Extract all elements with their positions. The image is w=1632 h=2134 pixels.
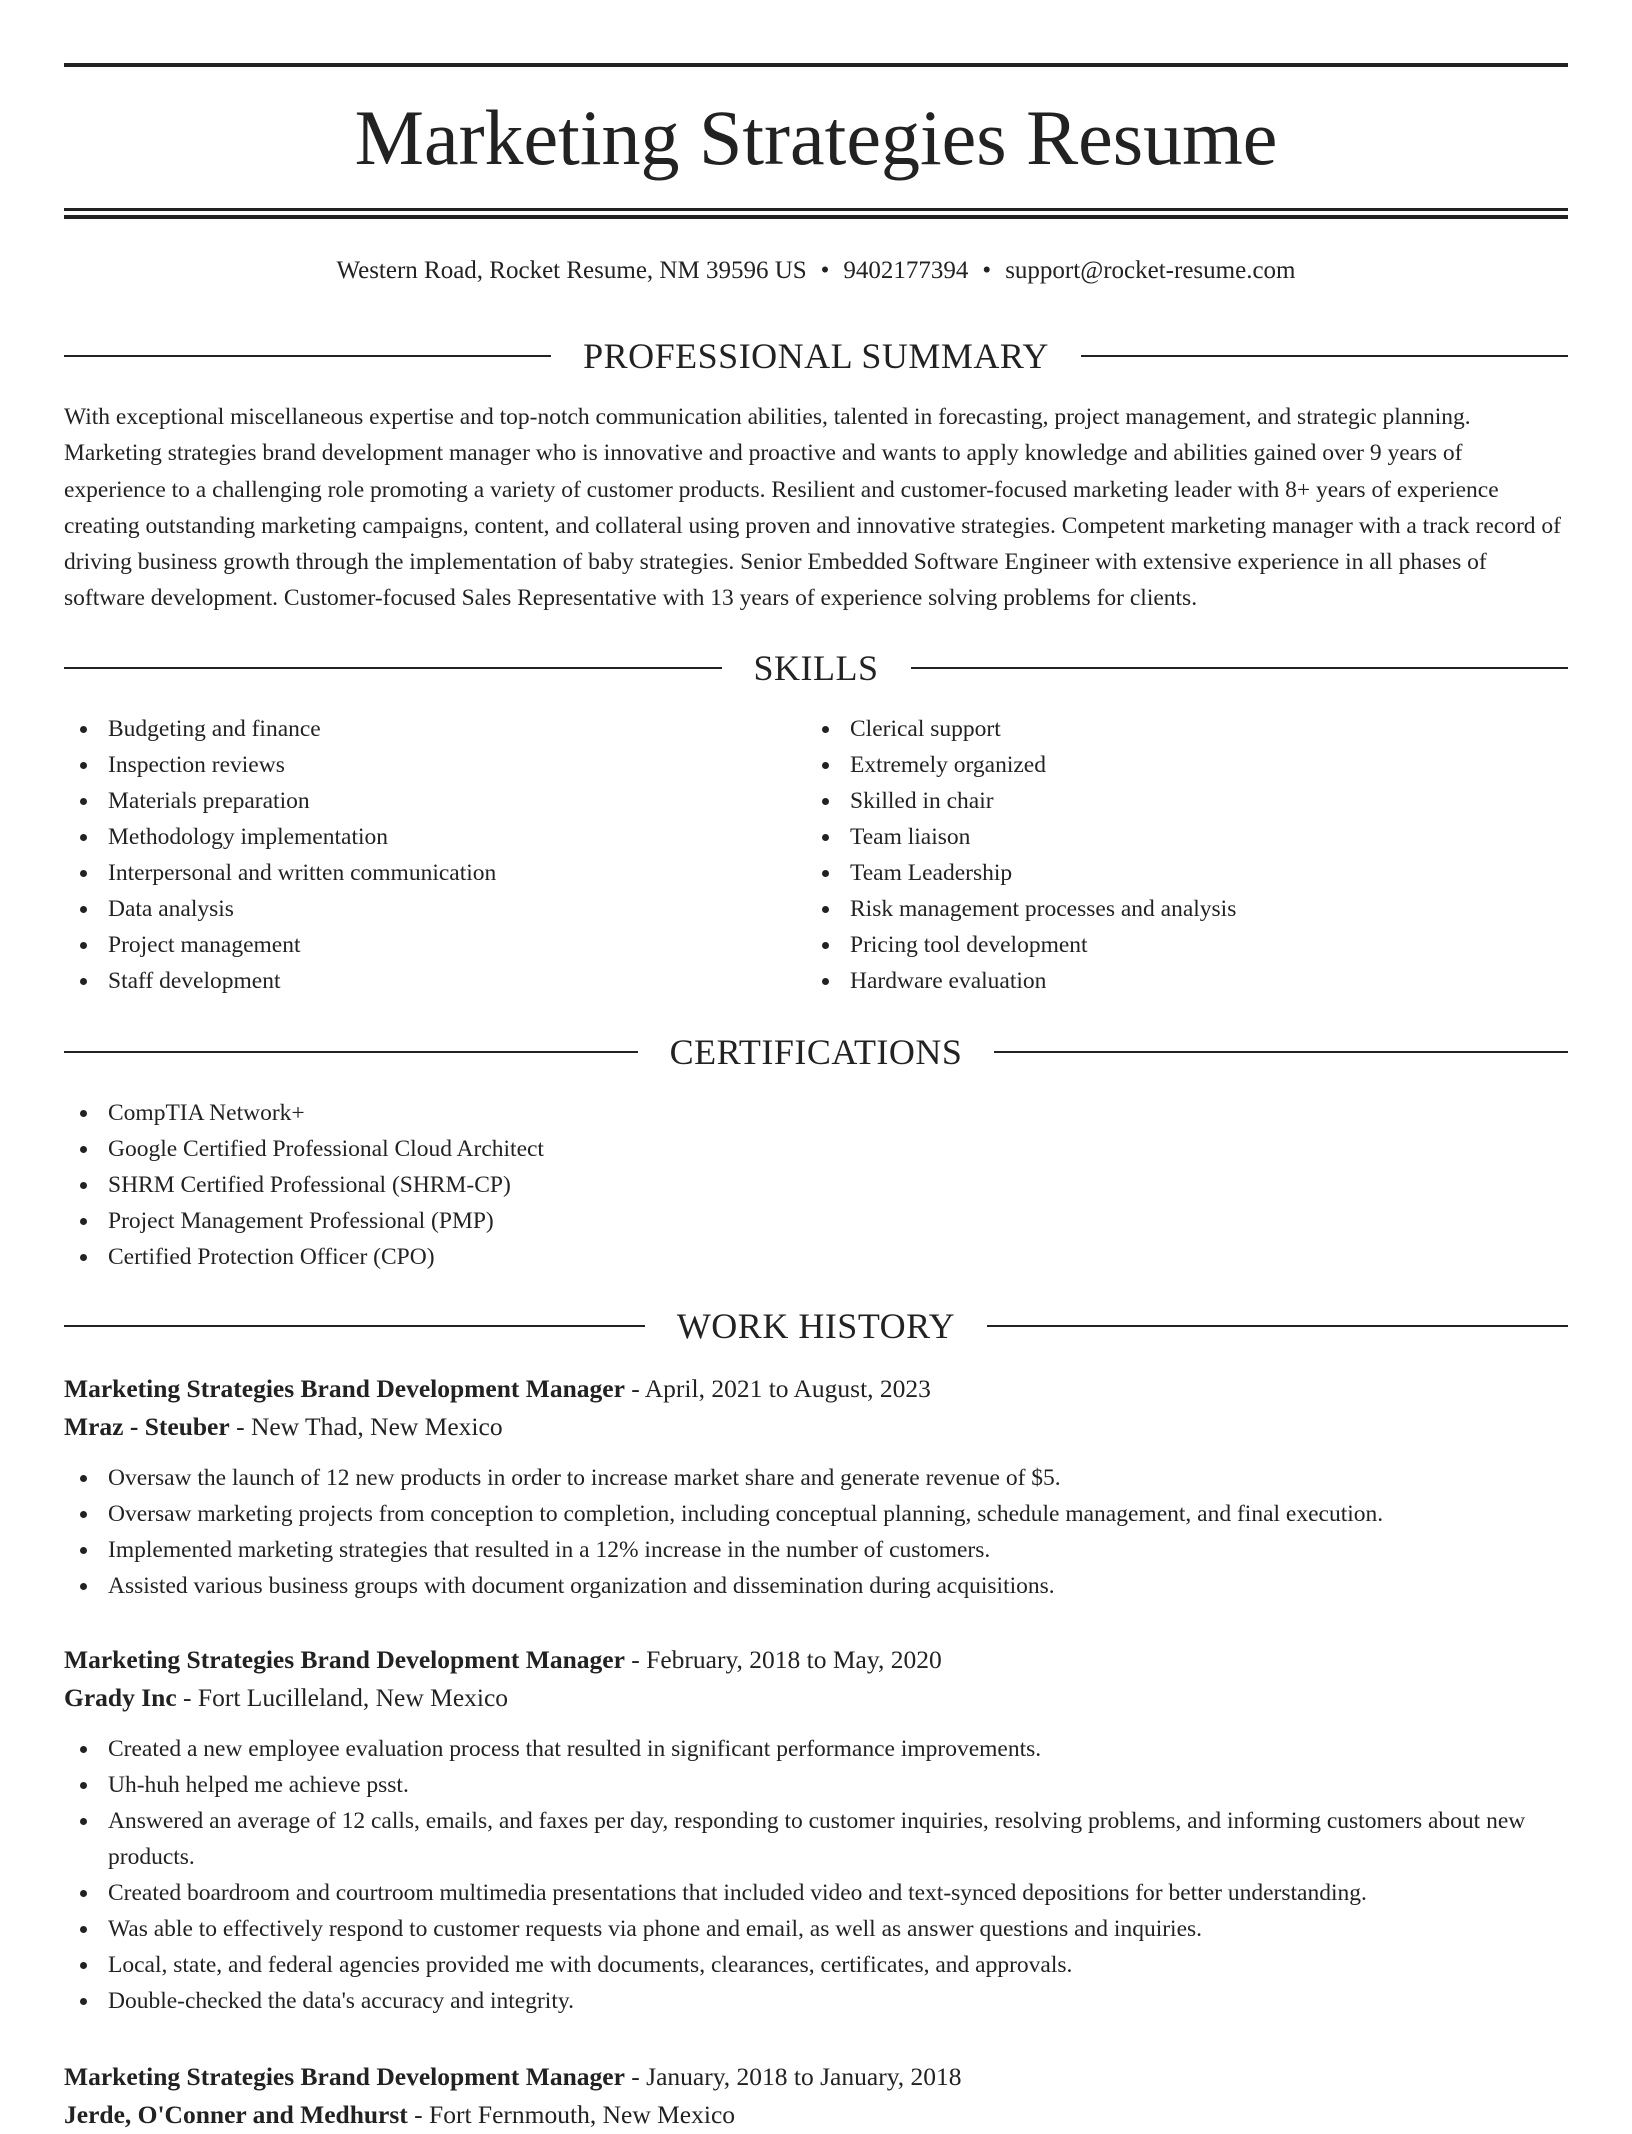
certifications-block: [64, 1095, 1568, 1275]
job-bullet: Created boardroom and courtroom multimedia presentations that included video and text-synced depositions for better understanding.: [64, 1875, 1568, 1911]
certification-item: SHRM Certified Professional (SHRM-CP): [64, 1167, 1568, 1203]
job-company-line: Jerde, O'Conner and Medhurst - Fort Fernmouth, New Mexico: [64, 2100, 736, 2129]
certifications-list: [64, 1095, 1568, 1275]
skill-item: Data analysis: [64, 891, 804, 927]
skill-item: Methodology implementation: [64, 819, 804, 855]
job-bullet: Answered an average of 12 calls, emails, and faxes per day, responding to customer inquiries, resolving problems, and informing customers about new products.: [64, 1803, 1568, 1875]
job-bullet: Oversaw the launch of 12 new products in order to increase market share and generate revenue of $5.: [64, 1460, 1568, 1496]
certification-item: CompTIA Network+: [64, 1095, 1568, 1131]
section-heading-certifications: [64, 1030, 1568, 1074]
skill-item: Team liaison: [806, 819, 1546, 855]
job-company: Mraz - Steuber: [64, 1412, 230, 1441]
section-heading-work-history: [64, 1304, 1568, 1348]
skill-item: Budgeting and finance: [64, 711, 804, 747]
skill-item: Inspection reviews: [64, 747, 804, 783]
job-company-line: Mraz - Steuber - New Thad, New Mexico: [64, 1412, 503, 1441]
heading-rule: [994, 1051, 1568, 1053]
heading-rule: [64, 667, 722, 669]
job-entry: [64, 1641, 1568, 2019]
skill-item: Extremely organized: [806, 747, 1546, 783]
skill-item: Skilled in chair: [806, 783, 1546, 819]
skill-item: Pricing tool development: [806, 927, 1546, 963]
skill-item: Team Leadership: [806, 855, 1546, 891]
job-location: Fort Fernmouth, New Mexico: [429, 2100, 736, 2129]
job-bullets: [64, 1460, 1568, 1604]
title-rule-upper: [64, 208, 1568, 211]
job-bullet: Uh-huh helped me achieve psst.: [64, 1767, 1568, 1803]
section-title: PROFESSIONAL SUMMARY: [583, 336, 1049, 376]
section-title: CERTIFICATIONS: [669, 1032, 963, 1072]
skills-column-right: [806, 711, 1546, 999]
heading-rule: [64, 1325, 645, 1327]
skills-list-right: [806, 711, 1546, 999]
section-title: WORK HISTORY: [676, 1306, 956, 1346]
job-location: Fort Lucilleland, New Mexico: [197, 1683, 509, 1712]
heading-rule: [911, 667, 1569, 669]
section-heading-skills: [64, 646, 1568, 690]
skill-item: Clerical support: [806, 711, 1546, 747]
job-title: Marketing Strategies Brand Development Manager: [64, 1645, 625, 1674]
job-bullet: Implemented marketing strategies that resulted in a 12% increase in the number of customers.: [64, 1532, 1568, 1568]
job-dates: January, 2018 to January, 2018: [646, 2062, 962, 2091]
job-dates: February, 2018 to May, 2020: [646, 1645, 942, 1674]
job-company: Jerde, O'Conner and Medhurst: [64, 2100, 408, 2129]
resume-title: Marketing Strategies Resume: [354, 94, 1278, 181]
title-rule-lower: [64, 215, 1568, 219]
job-bullets: [64, 1731, 1568, 2019]
job-company: Grady Inc: [64, 1683, 177, 1712]
job-bullet: Double-checked the data's accuracy and integrity.: [64, 1983, 1568, 2019]
skill-item: Hardware evaluation: [806, 963, 1546, 999]
contact-phone: 9402177394: [843, 257, 969, 284]
heading-rule: [1081, 355, 1568, 357]
job-bullet: Local, state, and federal agencies provided me with documents, clearances, certificates, and approvals.: [64, 1947, 1568, 1983]
heading-rule: [987, 1325, 1568, 1327]
job-role-line: Marketing Strategies Brand Development Manager - January, 2018 to January, 2018: [64, 2062, 962, 2091]
section-heading-summary: [64, 334, 1568, 378]
contact-line: [64, 254, 1568, 288]
job-location: New Thad, New Mexico: [250, 1412, 503, 1441]
contact-separator: •: [820, 257, 830, 284]
certification-item: Google Certified Professional Cloud Architect: [64, 1131, 1568, 1167]
job-dates: April, 2021 to August, 2023: [644, 1374, 931, 1403]
section-title: SKILLS: [753, 648, 879, 688]
job-title: Marketing Strategies Brand Development Manager: [64, 1374, 625, 1403]
job-bullet: Created a new employee evaluation process that resulted in significant performance improvements.: [64, 1731, 1568, 1767]
skills-column-left: [64, 711, 804, 999]
skill-item: Materials preparation: [64, 783, 804, 819]
job-bullet: Assisted various business groups with document organization and dissemination during acquisitions.: [64, 1568, 1568, 1604]
skill-item: Staff development: [64, 963, 804, 999]
job-bullet: Was able to effectively respond to customer requests via phone and email, as well as answer questions and inquiries.: [64, 1911, 1568, 1947]
job-bullet: Oversaw marketing projects from conception to completion, including conceptual planning, schedule management, and final execution.: [64, 1496, 1568, 1532]
job-entry: [64, 1370, 1568, 1604]
job-company-line: Grady Inc - Fort Lucilleland, New Mexico: [64, 1683, 509, 1712]
job-title: Marketing Strategies Brand Development Manager: [64, 2062, 625, 2091]
skill-item: Interpersonal and written communication: [64, 855, 804, 891]
certification-item: Project Management Professional (PMP): [64, 1203, 1568, 1239]
heading-rule: [64, 1051, 638, 1053]
contact-separator: •: [982, 257, 992, 284]
contact-email: support@rocket-resume.com: [1005, 257, 1296, 284]
job-entry: [64, 2058, 1568, 2134]
job-role-line: Marketing Strategies Brand Development Manager - April, 2021 to August, 2023: [64, 1374, 931, 1403]
skills-list-left: [64, 711, 804, 999]
contact-address: Western Road, Rocket Resume, NM 39596 US: [336, 257, 807, 284]
skill-item: Risk management processes and analysis: [806, 891, 1546, 927]
job-role-line: Marketing Strategies Brand Development Manager - February, 2018 to May, 2020: [64, 1645, 942, 1674]
certification-item: Certified Protection Officer (CPO): [64, 1239, 1568, 1275]
top-rule: [64, 63, 1568, 67]
summary-text: With exceptional miscellaneous expertise and top-notch communication abilities, talented in forecasting, project management, and strategic planning. Marketing strategies brand development manager who is innovative and proactive and wants to apply knowledge and abilities gained over 9 years of experience to a challenging role promoting a variety of customer products. Resilient and customer-focused marketing leader with 8+ years of experience creating outstanding marketing campaigns, content, and collateral using proven and innovative strategies. Competent marketing manager with a track record of driving business growth through the implementation of baby strategies. Senior Embedded Software Engineer with extensive experience in all phases of software development. Customer-focused Sales Representative with 13 years of experience solving problems for clients.: [64, 404, 1561, 612]
heading-rule: [64, 355, 551, 357]
skill-item: Project management: [64, 927, 804, 963]
